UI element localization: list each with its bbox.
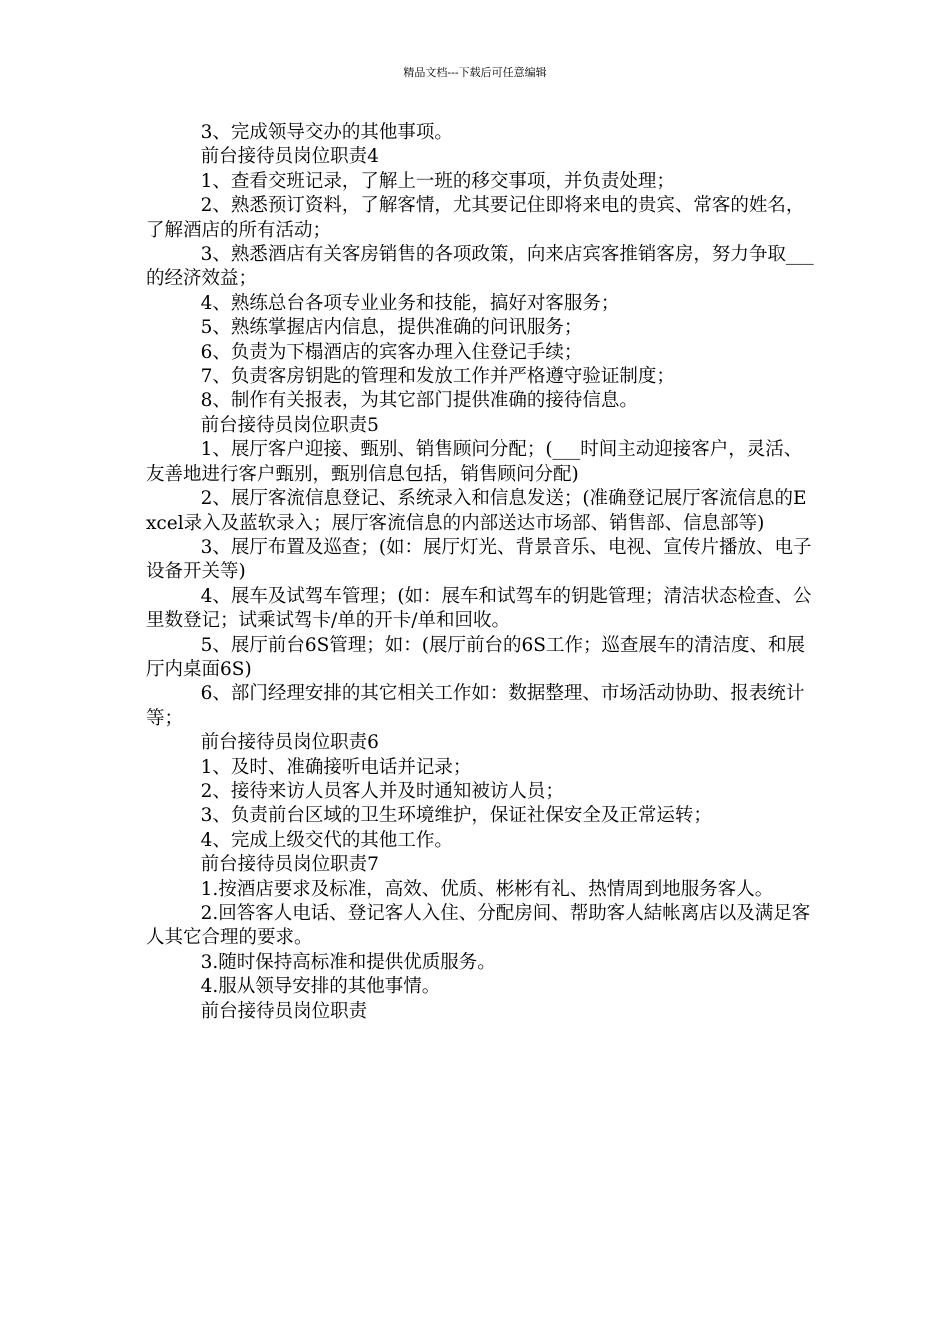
paragraph: 1、及时、准确接听电话并记录； — [200, 756, 472, 778]
paragraph: 3、完成领导交办的其他事项。 — [200, 122, 453, 143]
paragraph: 1、展厅客户迎接、甄别、销售顾问分配；(___时间主动迎接客户，灵活、友善地进行客户甄别，甄别信息包括，销售顾问分配) — [146, 439, 803, 485]
section-heading: 前台接待员岗位职责5 — [200, 414, 379, 436]
paragraph: 4、完成上级交代的其他工作。 — [200, 829, 453, 851]
paragraph: 3、展厅布置及巡查；(如：展厅灯光、背景音乐、电视、宣传片播放、电子设备开关等) — [146, 536, 812, 583]
section-heading: 前台接待员岗位职责7 — [200, 854, 379, 876]
paragraph: 4、熟练总台各项专业业务和技能，搞好对客服务； — [200, 292, 620, 314]
paragraph: 3、熟悉酒店有关客房销售的各项政策，向来店宾客推销客房，努力争取___的经济效益； — [146, 244, 814, 290]
paragraph: 2、熟悉预订资料，了解客情，尤其要记住即将来电的贵宾、常客的姓名，了解酒店的所有活动； — [146, 195, 805, 241]
paragraph: 2、展厅客流信息登记、系统录入和信息发送；(准确登记展厅客流信息的Excel录入及蓝软录入；展厅客流信息的内部送达市场部、销售部、信息部等) — [146, 488, 807, 534]
paragraph: 5、熟练掌握店内信息，提供准确的问讯服务； — [200, 317, 583, 339]
paragraph: 2.回答客人电话、登记客人入住、分配房间、帮助客人結帐离店以及满足客人其它合理的要求。 — [146, 903, 811, 949]
document-body — [146, 121, 816, 1024]
paragraph: 3、负责前台区域的卫生环境维护，保证社保安全及正常运转； — [200, 805, 712, 827]
paragraph: 1.按酒店要求及标准，高效、优质、彬彬有礼、热情周到地服务客人。 — [200, 878, 774, 900]
section-heading: 前台接待员岗位职责 — [200, 1000, 368, 1022]
section-heading: 前台接待员岗位职责6 — [200, 732, 379, 754]
paragraph: 2、接待来访人员客人并及时通知被访人员； — [200, 780, 564, 802]
paragraph: 7、负责客房钥匙的管理和发放工作并严格遵守验证制度； — [200, 366, 675, 388]
paragraph: 3.随时保持高标准和提供优质服务。 — [200, 951, 496, 973]
page-header: 精品文档---下载后可任意编辑 — [403, 66, 547, 79]
paragraph: 5、展厅前台6S管理；如：(展厅前台的6S工作；巡查展车的清洁度、和展厅内桌面6S) — [146, 634, 805, 680]
paragraph: 8、制作有关报表，为其它部门提供准确的接待信息。 — [200, 390, 638, 412]
paragraph: 1、查看交班记录，了解上一班的移交事项，并负责处理； — [200, 170, 675, 192]
paragraph: 4.服从领导安排的其他事情。 — [200, 976, 441, 998]
section-heading: 前台接待员岗位职责4 — [200, 146, 379, 168]
paragraph: 4、展车及试驾车管理；(如：展车和试驾车的钥匙管理；清洁状态检查、公里数登记；试乘试驾卡/单的开卡/单和回收。 — [146, 585, 812, 632]
paragraph: 6、负责为下榻酒店的宾客办理入住登记手续； — [200, 341, 583, 363]
paragraph: 6、部门经理安排的其它相关工作如：数据整理、市场活动协助、报表统计等； — [146, 683, 805, 729]
